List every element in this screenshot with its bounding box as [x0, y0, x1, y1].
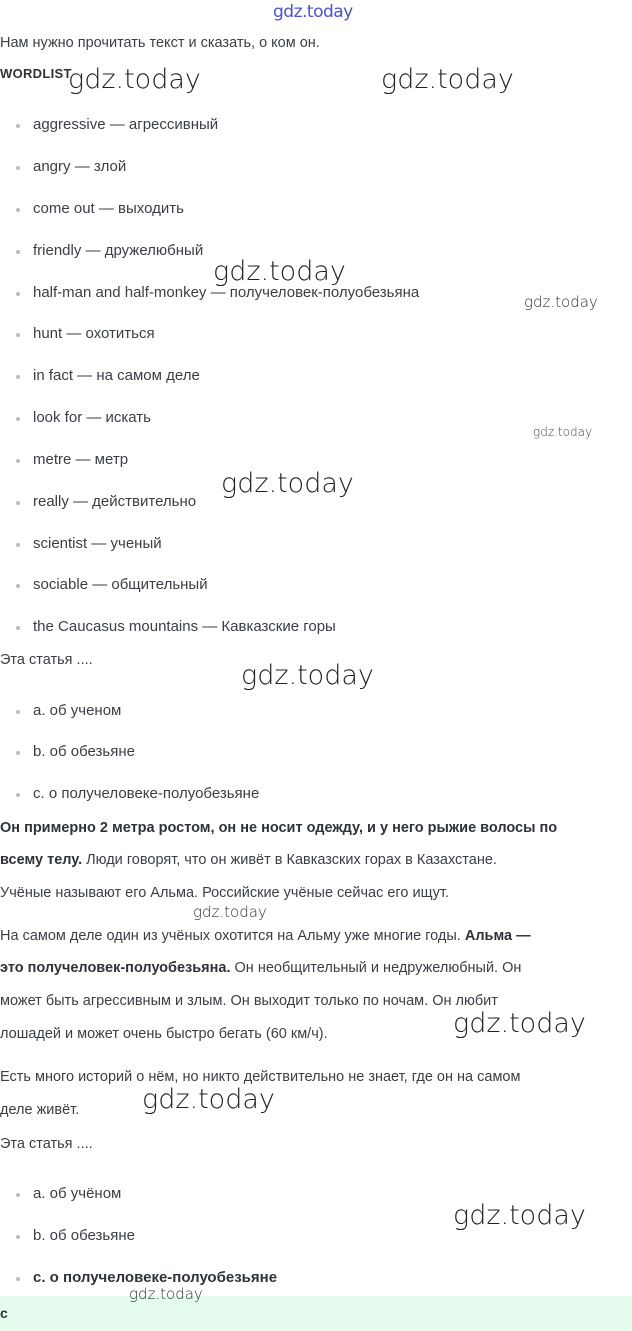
translation-line: это получеловек-полуобезьяна. Он необщительный и недружелюбный. Он: [0, 960, 522, 976]
watermark: gdz.today: [381, 64, 514, 95]
watermark: gdz.today: [453, 1008, 586, 1039]
bullet-icon: [16, 166, 20, 170]
bullet-icon: [16, 1277, 20, 1281]
bullet-icon: [16, 375, 20, 379]
watermark: gdz.today: [142, 1084, 275, 1115]
translation-line: может быть агрессивным и злым. Он выходит только по ночам. Он любит: [0, 993, 498, 1009]
watermark: gdz.today: [533, 425, 593, 439]
wordlist-title: WORDLIST: [0, 66, 72, 81]
watermark: gdz.today: [193, 903, 267, 921]
translation-line: лошадей и может очень быстро бегать (60 км/ч).: [0, 1026, 328, 1042]
site-logo[interactable]: gdz.today: [273, 2, 353, 22]
answer-value: c: [0, 1305, 8, 1321]
translation-line: Он примерно 2 метра ростом, он не носит одежду, и у него рыжие волосы по: [0, 820, 558, 836]
bullet-icon: [16, 584, 20, 588]
bullet-icon: [16, 1193, 20, 1197]
translation-line: Есть много историй о нём, но никто действительно не знает, где он на самом: [0, 1069, 521, 1085]
watermark: gdz.today: [241, 660, 374, 691]
bullet-icon: [16, 333, 20, 337]
bullet-icon: [16, 417, 20, 421]
watermark: gdz.today: [68, 64, 201, 95]
translation-line: всему телу. Люди говорят, что он живёт в Кавказских горах в Казахстане.: [0, 852, 497, 868]
bullet-icon: [16, 459, 20, 463]
watermark: gdz.today: [213, 256, 346, 287]
bullet-icon: [16, 1235, 20, 1239]
bullet-icon: [16, 292, 20, 296]
bullet-icon: [16, 543, 20, 547]
translation-line: деле живёт.: [0, 1102, 80, 1118]
bullet-icon: [16, 793, 20, 797]
translation-line: На самом деле один из учёных охотится на Альму уже многие годы. Альма —: [0, 928, 531, 944]
bullet-icon: [16, 501, 20, 505]
translation-line: Учёные называют его Альма. Российские учёные сейчас его ищут.: [0, 885, 449, 901]
answer-bar: [0, 1296, 632, 1331]
intro-text: Нам нужно прочитать текст и сказать, о ком он.: [0, 35, 320, 51]
bullet-icon: [16, 250, 20, 254]
bullet-icon: [16, 710, 20, 714]
question2-prompt: Эта статья ....: [0, 1136, 93, 1152]
bullet-icon: [16, 626, 20, 630]
bullet-icon: [16, 124, 20, 128]
watermark: gdz.today: [453, 1200, 586, 1231]
watermark: gdz.today: [221, 468, 354, 499]
watermark: gdz.today: [524, 293, 598, 311]
watermark: gdz.today: [129, 1285, 203, 1303]
question1-prompt: Эта статья ....: [0, 652, 93, 668]
bullet-icon: [16, 208, 20, 212]
bullet-icon: [16, 751, 20, 755]
